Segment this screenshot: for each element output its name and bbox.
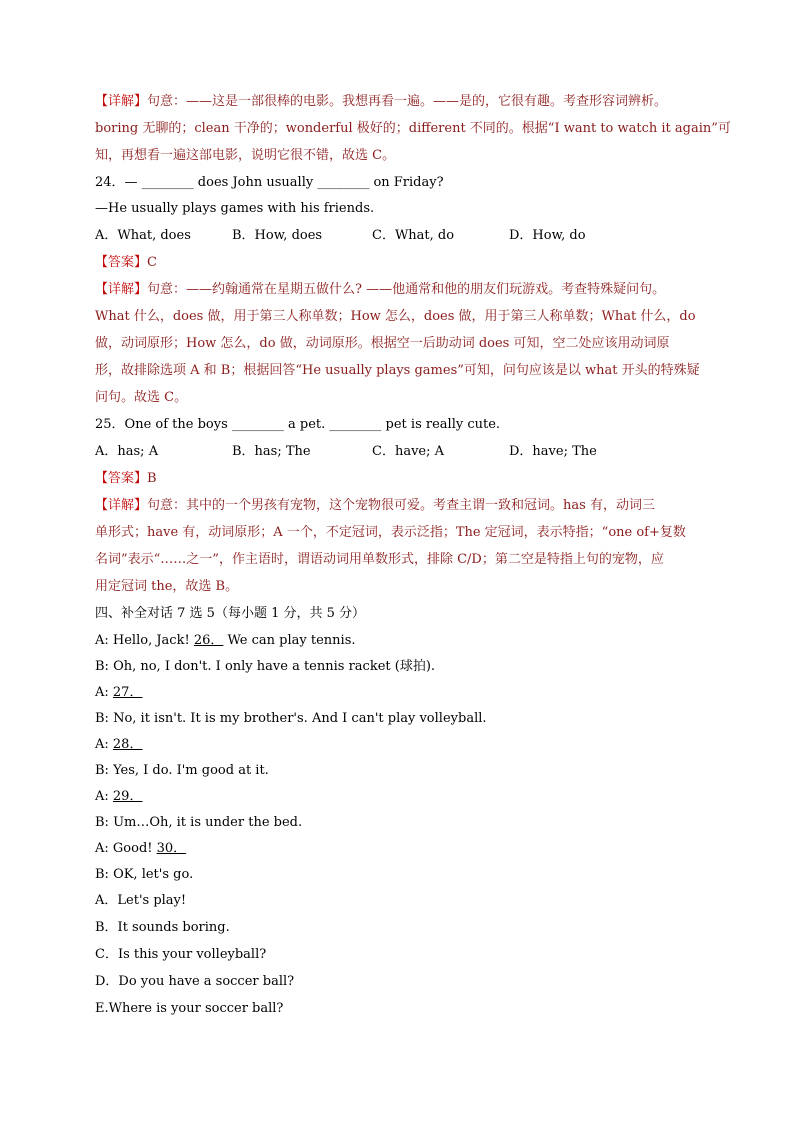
q25-option-c: C．have; A bbox=[372, 444, 445, 459]
q25-detail-line-1 bbox=[95, 497, 655, 515]
choice-item: C．Is this your volleyball? bbox=[95, 947, 267, 962]
answer-blank[interactable]: 28． bbox=[112, 737, 143, 752]
answer-blank[interactable]: 29． bbox=[112, 789, 143, 804]
q24-option-a: A．What, does bbox=[95, 228, 191, 243]
dialog-line bbox=[95, 658, 435, 676]
dialog-text: A: bbox=[95, 789, 113, 804]
dialog-text: B: Oh, no, I don't. I only have a tennis racket (球拍). bbox=[95, 659, 436, 674]
dialog-text: A: bbox=[95, 737, 113, 752]
answer-value: B bbox=[147, 471, 157, 486]
dialog-line bbox=[95, 684, 142, 702]
answer-value: C bbox=[147, 255, 157, 270]
dialog-text: B: OK, let's go. bbox=[95, 867, 194, 882]
dialog-line bbox=[95, 788, 142, 806]
detail-tag: 【详解】 bbox=[95, 94, 148, 109]
choice-item: A．Let's play! bbox=[95, 893, 187, 908]
section-heading: 四、补全对话 7 选 5（每小题 1 分，共 5 分） bbox=[95, 606, 366, 621]
dialog-text: B: Um…Oh, it is under the bed. bbox=[95, 815, 303, 830]
q25-option-a: A．has; A bbox=[95, 444, 159, 459]
q25-detail-line-2: 单形式；have 有，动词原形；A 一个，不定冠词，表示泛指；The 定冠词，表示特指；“one of+复数 bbox=[95, 525, 686, 540]
q24-option-d: D．How, do bbox=[509, 228, 586, 243]
detail-text: 句意：——约翰通常在星期五做什么? ——他通常和他的朋友们玩游戏。考查特殊疑问句。 bbox=[147, 282, 666, 297]
q24-option-b: B．How, does bbox=[232, 228, 323, 243]
q24-reply: —He usually plays games with his friends. bbox=[95, 201, 375, 216]
dialog-text: A: Hello, Jack! bbox=[95, 633, 194, 648]
dialog-line bbox=[95, 632, 356, 650]
q24-detail-line-4: 形，故排除选项 A 和 B；根据回答“He usually plays games”可知，问句应该是以 what 开头的特殊疑 bbox=[95, 363, 700, 378]
detail-tag: 【详解】 bbox=[95, 498, 148, 513]
dialog-line bbox=[95, 866, 193, 884]
q25-stem: 25．One of the boys ________ a pet. ________ pet is really cute. bbox=[95, 417, 501, 432]
choice-item: D．Do you have a soccer ball? bbox=[95, 974, 295, 989]
dialog-text: B: No, it isn't. It is my brother's. And I can't play volleyball. bbox=[95, 711, 487, 726]
q25-option-d: D．have; The bbox=[509, 444, 597, 459]
answer-blank[interactable]: 26． bbox=[193, 633, 224, 648]
dialog-line bbox=[95, 814, 302, 832]
q24-detail-line-2: What 什么，does 做，用于第三人称单数；How 怎么，does 做，用于第三人称单数；What 什么，do bbox=[95, 309, 696, 324]
q24-stem: 24．— ________ does John usually ________ on Friday? bbox=[95, 175, 444, 190]
dialog-line bbox=[95, 840, 186, 858]
q23-detail-line-2: boring 无聊的；clean 干净的；wonderful 极好的；different 不同的。根据“I want to watch it again”可 bbox=[95, 121, 731, 136]
q24-detail-line-1 bbox=[95, 281, 665, 299]
q25-detail-line-4: 用定冠词 the，故选 B。 bbox=[95, 579, 239, 594]
dialog-line bbox=[95, 710, 487, 728]
dialog-text: B: Yes, I do. I'm good at it. bbox=[95, 763, 269, 778]
answer-blank[interactable]: 30． bbox=[156, 841, 187, 856]
q24-answer bbox=[95, 254, 157, 272]
answer-tag: 【答案】 bbox=[95, 255, 148, 270]
detail-text: 句意：——这是一部很棒的电影。我想再看一遍。——是的，它很有趣。考查形容词辨析。 bbox=[147, 94, 668, 109]
q25-option-b: B．has; The bbox=[232, 444, 311, 459]
dialog-line bbox=[95, 736, 142, 754]
detail-tag: 【详解】 bbox=[95, 282, 148, 297]
q24-detail-line-3: 做，动词原形；How 怎么，do 做，动词原形。根据空一后助动词 does 可知，空二处应该用动词原 bbox=[95, 336, 670, 351]
q24-detail-line-5: 问句。故选 C。 bbox=[95, 390, 188, 405]
q25-detail-line-3: 名词”表示“……之一”，作主语时，谓语动词用单数形式，排除 C/D；第二空是特指上句的宠物，应 bbox=[95, 552, 664, 567]
dialog-text: A: bbox=[95, 685, 113, 700]
q25-answer bbox=[95, 470, 157, 488]
dialog-line bbox=[95, 762, 269, 780]
q24-option-c: C．What, do bbox=[372, 228, 455, 243]
q23-detail-line-1 bbox=[95, 93, 667, 111]
dialog-text: A: Good! bbox=[95, 841, 157, 856]
detail-text: 句意：其中的一个男孩有宠物，这个宠物很可爱。考查主谓一致和冠词。has 有，动词三 bbox=[147, 498, 655, 513]
choice-item: E.Where is your soccer ball? bbox=[95, 1001, 284, 1016]
answer-blank[interactable]: 27． bbox=[112, 685, 143, 700]
dialog-text: We can play tennis. bbox=[223, 633, 356, 648]
choice-item: B．It sounds boring. bbox=[95, 920, 230, 935]
answer-tag: 【答案】 bbox=[95, 471, 148, 486]
q23-detail-line-3: 知，再想看一遍这部电影，说明它很不错，故选 C。 bbox=[95, 148, 396, 163]
